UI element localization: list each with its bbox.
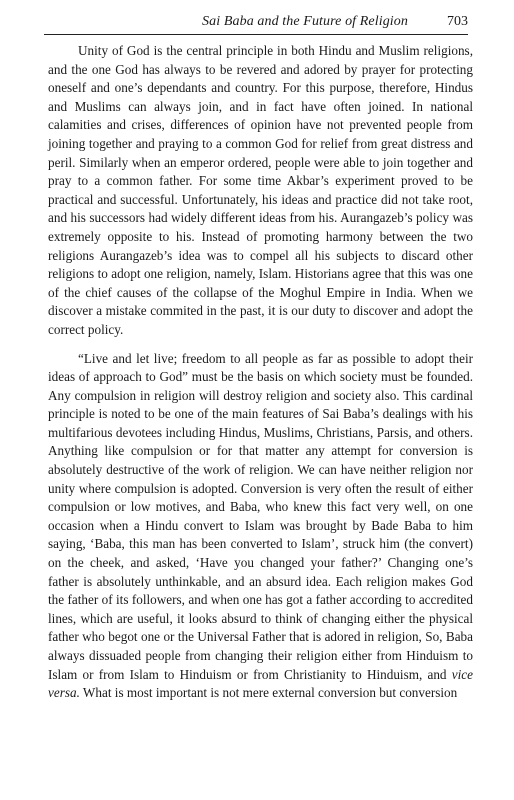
- italic-phrase: vice versa.: [48, 666, 473, 701]
- running-head: Sai Baba and the Future of Religion: [202, 14, 408, 29]
- body-text: [48, 42, 473, 703]
- page-header: [44, 12, 468, 35]
- page-number: 703: [447, 14, 468, 29]
- paragraph-2-main: “Live and let live; freedom to all people as far as possible to adopt their ideas of approach to God” must be the basis on which society must be founded. Any compulsion in religion will destroy religion and society also. This cardinal principle is noted to be one of the main features of Sai Baba’s dealings with his multifarious devotees including Hindus, Muslims, Christians, Parsis, and others. Anything like compulsion or for that matter any attempt for conversion is absolutely destructive of the work of religion. We can have neither religion nor unity where compulsion is adopted. Conversion is very often the result of either compulsion or low motives, and Baba, who knew this fact very well, on one occasion when a Hindu convert to Islam was brought by Bade Baba to him saying, ‘Baba, this man has been converted to Islam’, struck him (the convert) on the cheek, and asked, ‘Have you changed your father?’ Changing one’s father is absolutely unthinkable, and an absurd idea. Each religion makes God the father of its followers, and when one has got a father according to accredited lines, which are useful, it looks absurd to think of changing either the physical father who begot one or the Universal Father that is adored in religion, So, Baba always dissuaded people from changing their religion either from Hinduism to Islam or from Islam to Hinduism or from Christianity to Hinduism, and: [48, 350, 473, 682]
- paragraph-1: Unity of God is the central principle in both Hindu and Muslim religions, and the one God has always to be revered and adored by prayer for protecting oneself and one’s dependants and country. For this purpose, therefore, Hindus and Muslims can always join, and in fact have often joined. In national calamities and crises, differences of opinion have not prevented people from joining together and praying to a common God for relief from great distress and peril. Similarly when an emperor ordered, people were able to join together and pray to a common father. For some time Akbar’s experiment proved to be practical and successful. Unfortunately, his ideas and practice did not take root, and his successors had widely different ideas from his. Aurangazeb’s policy was extremely opposite to his. Instead of promoting harmony between the two religions Aurangazeb’s idea was to compel all his subjects to discard other religions to adopt one religion, namely, Islam. Historians agree that this was one of the chief causes of the collapse of the Moghul Empire in India. When we discover a mistake commited in the past, it is our duty to discover and adopt the correct policy.: [48, 43, 473, 337]
- paragraph-2: [48, 350, 473, 703]
- paragraph-2-end: What is most important is not mere external conversion but conversion: [79, 685, 458, 701]
